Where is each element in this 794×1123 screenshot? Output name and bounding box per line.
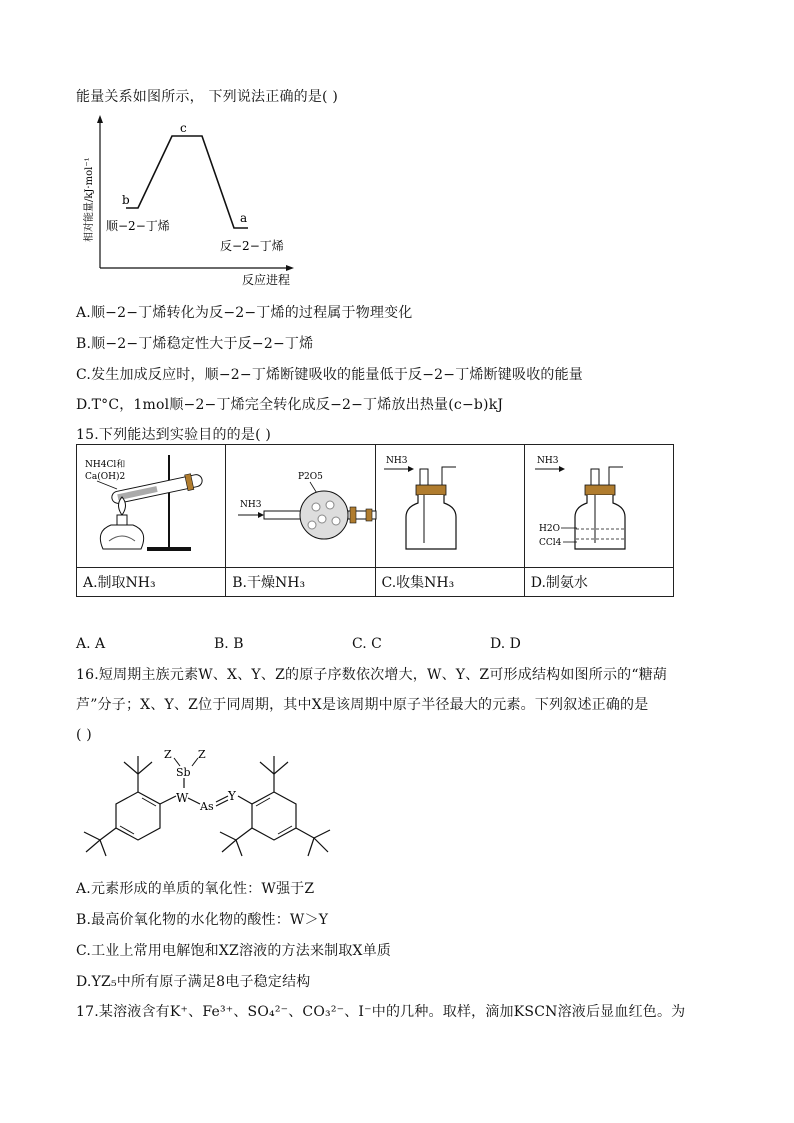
apparatus-a-cell: [77, 445, 226, 568]
caption-d: D.制氨水: [524, 568, 673, 597]
atom-z-2: Z: [198, 748, 206, 761]
q14-stem: 能量关系如图所示， 下列说法正确的是( ): [76, 89, 339, 105]
bottle: [575, 495, 625, 549]
energy-profile-diagram: [70, 112, 310, 292]
nh3-inlet-label: NH3: [240, 500, 262, 510]
caption-c: C.收集NH₃: [375, 568, 524, 597]
bottle: [406, 495, 456, 549]
q16-stem-line2: 芦”分子；X、Y、Z位于同周期，其中X是该周期中原子半径最大的元素。下列叙述正确的是: [76, 697, 649, 713]
stand-base: [147, 547, 191, 551]
arrow-icon: [408, 466, 414, 472]
stopper: [416, 485, 446, 495]
flame-icon: [119, 497, 126, 515]
y-axis-label: 相对能量/kJ·mol⁻¹: [84, 157, 95, 242]
cis-butene-label: 顺−2−丁烯: [106, 219, 170, 233]
apparatus-d-cell: [524, 445, 673, 568]
q14-option-c: C.发生加成反应时，顺−2−丁烯断键吸收的能量低于反−2−丁烯断键吸收的能量: [76, 367, 583, 383]
apparatus-b-cell: [226, 445, 375, 568]
molecule-structure: [76, 748, 346, 866]
ammonia-generation-apparatus: [77, 445, 247, 563]
q15-answer-a: A. A: [76, 636, 106, 652]
right-benzene-ring: [252, 792, 296, 840]
point-c-label: c: [180, 121, 187, 135]
q16-option-c: C.工业上常用电解饱和XZ溶液的方法来制取X单质: [76, 943, 392, 959]
arrow-icon: [559, 466, 565, 472]
q16-stem-line1: 16.短周期主族元素W、X、Y、Z的原子序数依次增大，W、Y、Z可形成结构如图所示的“糖葫: [76, 667, 668, 683]
q15-stem: 15.下列能达到实验目的的是( ): [76, 427, 272, 443]
p2o5-label: P2O5: [298, 472, 324, 482]
q16-stem-line3: ( ): [76, 727, 92, 743]
y-axis-arrow-icon: [97, 115, 103, 123]
apparatus-c-cell: [375, 445, 524, 568]
atom-y: Y: [228, 789, 236, 803]
q16-option-a: A.元素形成的单质的氧化性：W强于Z: [76, 881, 315, 897]
atom-w: W: [176, 791, 189, 805]
atom-sb: Sb: [176, 766, 191, 779]
q16-option-d: D.YZ₅中所有原子满足8电子稳定结构: [76, 974, 311, 990]
q15-answer-d: D. D: [490, 636, 521, 652]
arrow-icon: [258, 512, 264, 518]
h2o-layer-label: H2O: [538, 524, 560, 534]
q15-answer-c: C. C: [352, 636, 382, 652]
reagent-pointer: [97, 481, 117, 489]
atom-as: As: [200, 800, 214, 813]
nh3-label-c: NH3: [385, 456, 407, 466]
left-benzene-ring: [116, 792, 160, 840]
ammonia-water-apparatus: [525, 445, 653, 563]
reagent-label-1: NH4Cl和: [85, 460, 126, 470]
apparatus-table: [76, 444, 674, 597]
energy-curve: [126, 136, 248, 228]
point-b-label: b: [122, 193, 130, 207]
nh3-label-d: NH3: [536, 456, 559, 466]
point-a-label: a: [240, 211, 248, 225]
caption-a: A.制取NH₃: [77, 568, 226, 597]
ccl4-layer-label: CCl4: [538, 538, 562, 548]
x-axis-label: 反应进程: [242, 273, 291, 287]
q14-option-b: B.顺−2−丁烯稳定性大于反−2−丁烯: [76, 336, 314, 352]
q14-option-d: D.T°C，1mol顺−2−丁烯完全转化成反−2−丁烯放出热量(c−b)kJ: [76, 397, 504, 413]
stopper: [585, 485, 615, 495]
x-axis-arrow-icon: [286, 265, 294, 271]
q17-stem: 17.某溶液含有K⁺、Fe³⁺、SO₄²⁻、CO₃²⁻、I⁻中的几种。取样，滴加KSCN溶液后显血红色。为: [76, 1004, 686, 1020]
atom-z-1: Z: [164, 748, 172, 761]
reagent-label-2: Ca(OH)2: [85, 472, 126, 482]
caption-b: B.干燥NH₃: [226, 568, 375, 597]
trans-butene-label: 反−2−丁烯: [220, 239, 284, 253]
alcohol-lamp-icon: [100, 525, 143, 549]
q15-answer-b: B. B: [214, 636, 244, 652]
q16-option-b: B.最高价氧化物的水化物的酸性：W＞Y: [76, 912, 329, 928]
q14-option-a: A.顺−2−丁烯转化为反−2−丁烯的过程属于物理变化: [76, 305, 413, 321]
gas-collection-bottle: [376, 445, 496, 563]
